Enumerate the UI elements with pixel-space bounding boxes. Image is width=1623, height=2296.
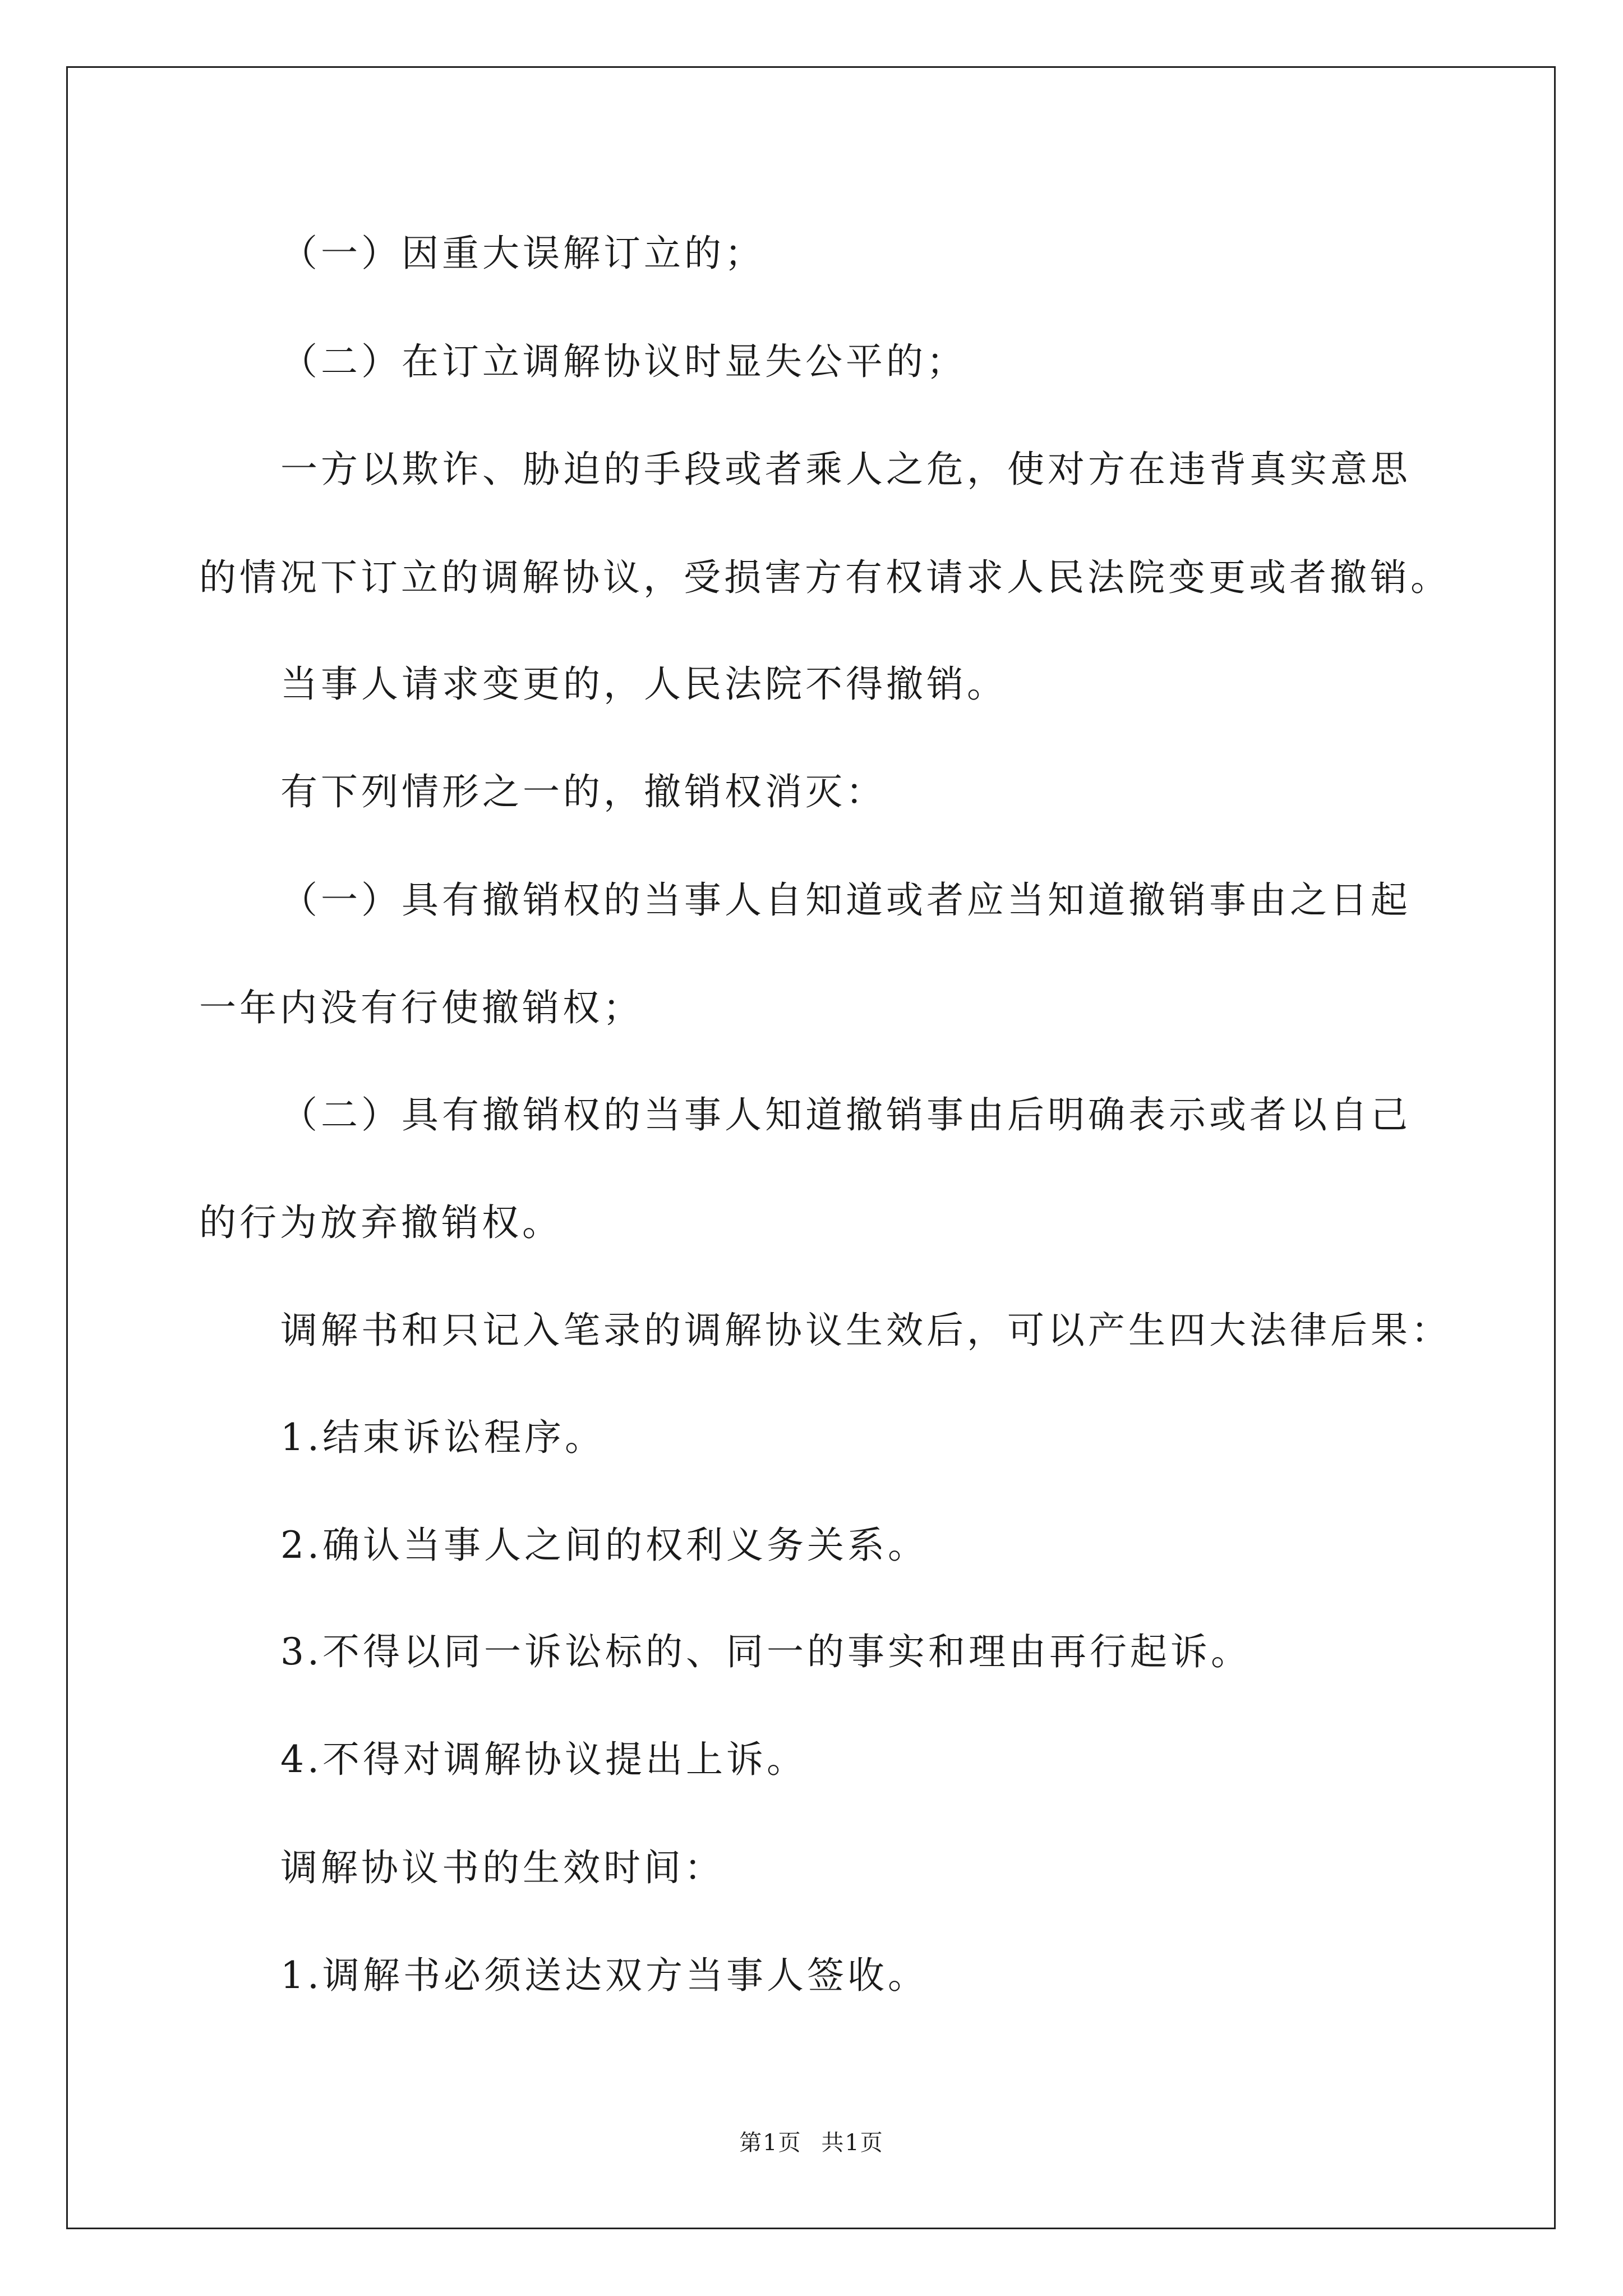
page-footer [0, 2129, 1623, 2157]
paragraph-line: 一年内没有行使撤销权； [199, 986, 643, 1029]
paragraph-line: 有下列情形之一的，撤销权消灭： [280, 770, 886, 813]
paragraph-line: 的行为放弃撤销权。 [199, 1201, 562, 1244]
paragraph-line: 调解协议书的生效时间： [280, 1846, 725, 1889]
paragraph-line: 2.确认当事人之间的权利义务关系。 [280, 1524, 928, 1567]
paragraph-line: 一方以欺诈、胁迫的手段或者乘人之危，使对方在违背真实意思 [280, 448, 1411, 491]
paragraph-line: （二）具有撤销权的当事人知道撤销事由后明确表示或者以自己 [280, 1093, 1411, 1137]
paragraph-line: 1.结束诉讼程序。 [280, 1416, 605, 1459]
paragraph-line: 的情况下订立的调解协议，受损害方有权请求人民法院变更或者撤销。 [199, 556, 1451, 599]
paragraph-line: 3.不得以同一诉讼标的、同一的事实和理由再行起诉。 [280, 1630, 1251, 1673]
paragraph-line: 调解书和只记入笔录的调解协议生效后，可以产生四大法律后果： [280, 1309, 1451, 1352]
page-total: 共1页 [821, 2130, 884, 2156]
paragraph-line: （一）具有撤销权的当事人自知道或者应当知道撤销事由之日起 [280, 878, 1411, 922]
page-border [66, 66, 1556, 2229]
paragraph-line: 1.调解书必须送达双方当事人签收。 [280, 1954, 928, 1997]
page-number: 第1页 [739, 2130, 802, 2156]
paragraph-line: （一）因重大误解订立的； [280, 232, 765, 275]
paragraph-line: （二）在订立调解协议时显失公平的； [280, 340, 967, 383]
paragraph-line: 当事人请求变更的，人民法院不得撤销。 [280, 662, 1007, 706]
paragraph-line: 4.不得对调解协议提出上诉。 [280, 1738, 807, 1781]
